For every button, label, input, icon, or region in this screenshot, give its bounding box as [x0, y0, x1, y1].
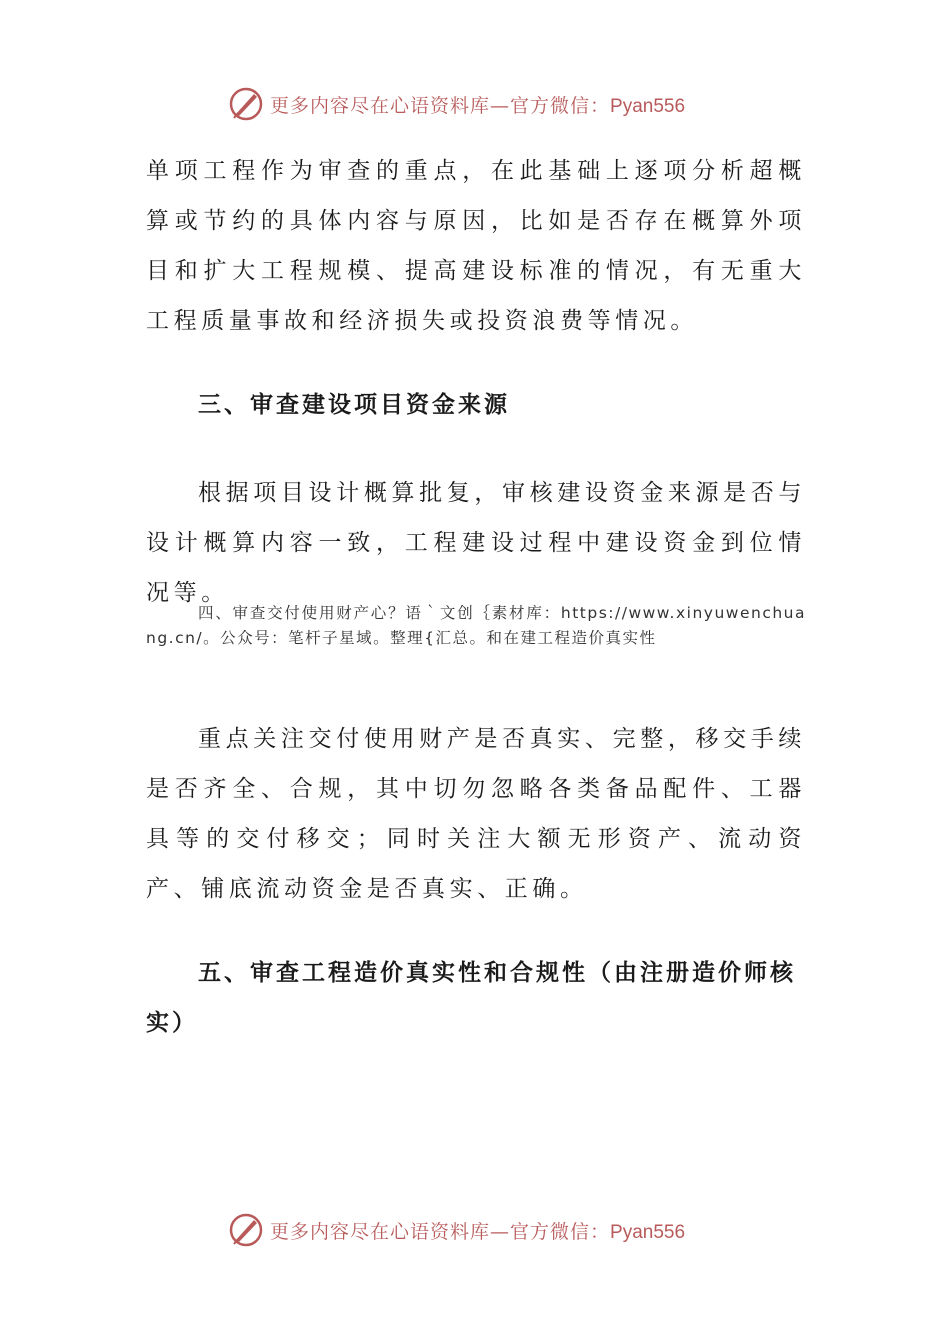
paragraph-3: 重点关注交付使用财产是否真实、完整，移交手续是否齐全、合规，其中切勿忽略各类备品配件、工器具等的交付移交；同时关注大额无形资产、流动资产、铺底流动资金是否真实、正确。: [146, 726, 806, 902]
banner-slogan: 更多内容尽在心语资料库—官方微信：: [270, 94, 611, 117]
quill-logo-icon: [228, 1212, 264, 1248]
quill-logo-icon: [228, 86, 264, 122]
banner-slogan: 更多内容尽在心语资料库—官方微信：: [270, 1220, 611, 1243]
banner-text: [270, 1217, 685, 1244]
section-4-heading-with-watermark: 四、审查交付使用财产心？语｀文创｛素材库：https://www.xinyuwenchuang.cn/。公众号：笔杆子星域。整理{汇总。和在建工程造价真实性: [146, 604, 806, 647]
paragraph-2: 根据项目设计概算批复，审核建设资金来源是否与设计概算内容一致，工程建设过程中建设资金到位情况等。: [146, 480, 806, 606]
paragraph-1: 单项工程作为审查的重点，在此基础上逐项分析超概算或节约的具体内容与原因，比如是否存在概算外项目和扩大工程规模、提高建设标准的情况，有无重大工程质量事故和经济损失或投资浪费等情况。: [146, 158, 806, 334]
header-banner: [228, 84, 728, 124]
banner-wechat-id: Pyan556: [610, 95, 686, 117]
banner-wechat-id: Pyan556: [610, 1221, 686, 1243]
footer-banner: [228, 1210, 728, 1250]
section-3-heading: 三、审查建设项目资金来源: [198, 392, 510, 418]
banner-text: [270, 91, 685, 118]
section-5-heading: 五、审查工程造价真实性和合规性（由注册造价师核实）: [146, 960, 796, 1036]
